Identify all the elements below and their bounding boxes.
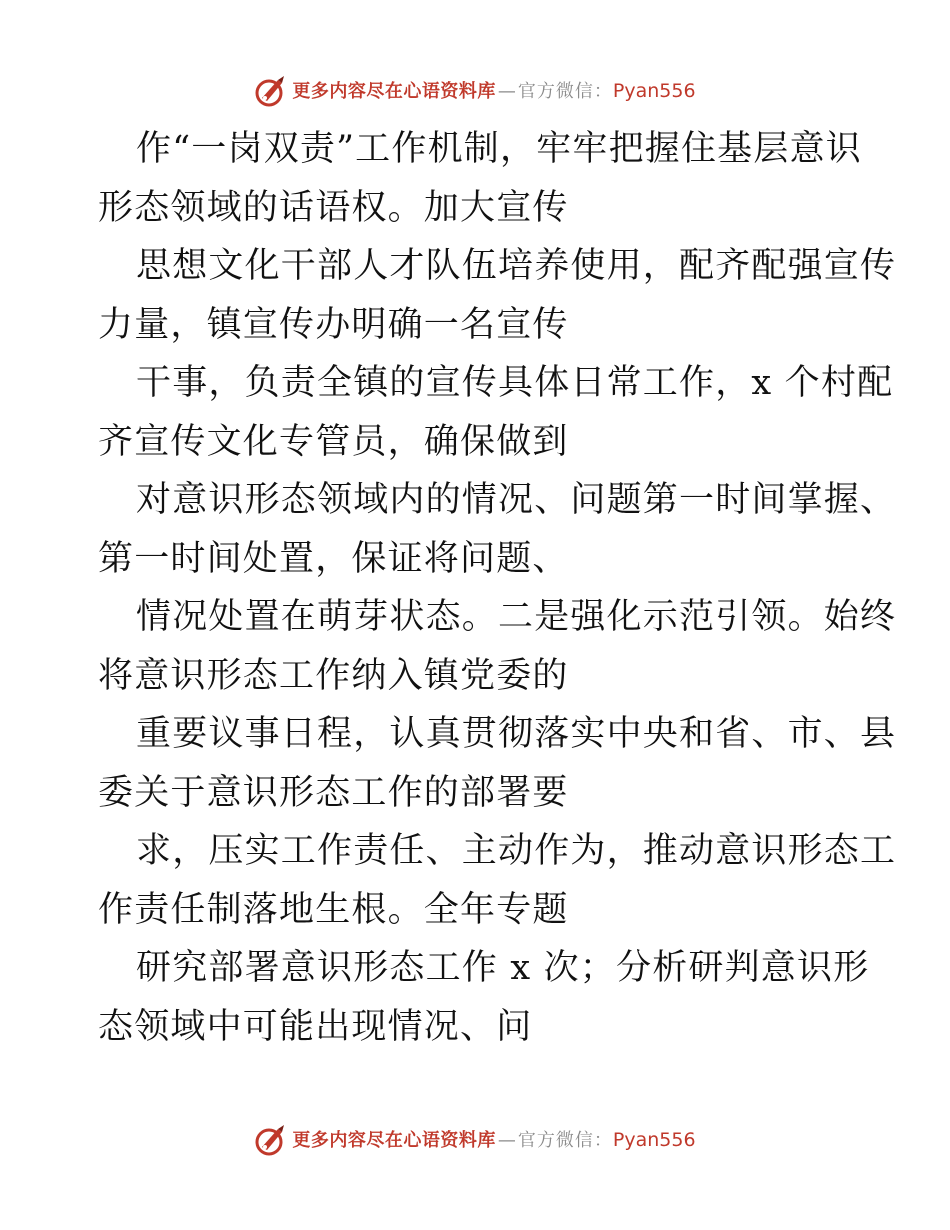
- banner-dash: —: [497, 80, 516, 102]
- text-line: 对意识形态领域内的情况、问题第一时间掌握、: [136, 480, 897, 520]
- text-line: 作“一岗双责”工作机制，牢牢把握住基层意识: [136, 129, 862, 169]
- header-banner: [0, 71, 950, 111]
- text-line: 重要议事日程，认真贯彻落实中央和省、市、县: [136, 714, 897, 754]
- text-line: 齐宣传文化专管员，确保做到: [98, 421, 569, 462]
- document-body: [98, 120, 897, 1056]
- quill-pen-logo-icon: [254, 1123, 288, 1157]
- text-line: 力量，镇宣传办明确一名宣传: [98, 304, 569, 345]
- banner-wechat-label: 官方微信：: [517, 80, 613, 102]
- text-line: 作责任制落地生根。全年专题: [98, 889, 569, 930]
- text-line: 将意识形态工作纳入镇党委的: [98, 655, 569, 696]
- banner-wechat-id: Pyan556: [612, 79, 696, 102]
- banner-wechat-label: 官方微信：: [517, 1129, 613, 1151]
- text-line: 委关于意识形态工作的部署要: [98, 772, 569, 813]
- quill-pen-logo-icon: [254, 74, 288, 108]
- banner-text: [292, 79, 696, 102]
- banner-promo-text: 更多内容尽在心语资料库: [292, 1129, 496, 1151]
- text-line: 研究部署意识形态工作 x 次；分析研判意识形: [136, 948, 870, 988]
- banner-dash: —: [497, 1129, 516, 1151]
- banner-promo-text: 更多内容尽在心语资料库: [292, 80, 496, 102]
- text-line: 形态领域的话语权。加大宣传: [98, 187, 569, 228]
- text-line: 情况处置在萌芽状态。二是强化示范引领。始终: [136, 597, 897, 637]
- text-line: 求，压实工作责任、主动作为，推动意识形态工: [136, 831, 897, 871]
- banner-wechat-id: Pyan556: [612, 1128, 696, 1151]
- banner-text: [292, 1128, 696, 1151]
- text-line: 干事，负责全镇的宣传具体日常工作，x 个村配: [136, 363, 894, 403]
- text-line: 第一时间处置，保证将问题、: [98, 538, 569, 579]
- text-line: 思想文化干部人才队伍培养使用，配齐配强宣传: [136, 246, 897, 286]
- footer-banner: [0, 1120, 950, 1160]
- text-line: 态领域中可能出现情况、问: [98, 1006, 533, 1047]
